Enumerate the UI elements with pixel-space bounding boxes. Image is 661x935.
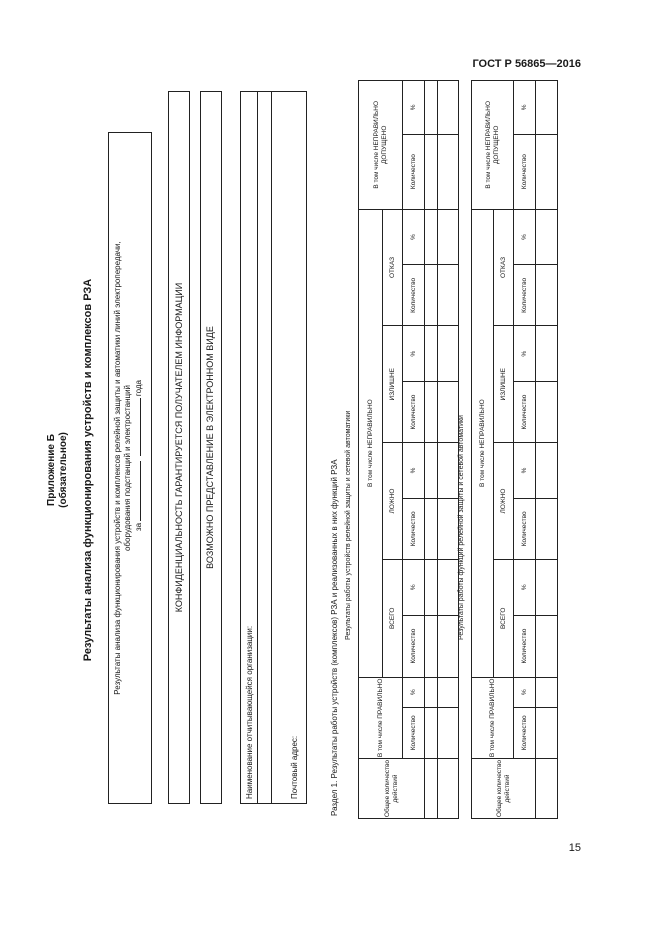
data-cell[interactable] (438, 615, 459, 677)
data-cell[interactable] (438, 134, 459, 209)
data-cell[interactable] (425, 677, 438, 707)
quantity-header: Количество (514, 382, 536, 443)
data-cell[interactable] (425, 615, 438, 677)
quantity-header: Количество (403, 498, 425, 559)
data-cell[interactable] (536, 134, 558, 209)
data-cell[interactable] (425, 265, 438, 326)
data-cell[interactable] (536, 707, 558, 758)
document-code: ГОСТ Р 56865—2016 (472, 58, 581, 70)
org-name-label: Наименование отчитывающейся организации: (245, 625, 254, 799)
data-cell[interactable] (438, 326, 459, 382)
appendix-heading: Результаты анализа функционирования устройств и комплексов РЗА (82, 278, 94, 662)
excess-header: ИЗЛИШНЕ (383, 326, 403, 443)
data-cell[interactable] (425, 134, 438, 209)
total-actions-header: Общее количество действий (472, 759, 536, 819)
period-field[interactable] (140, 461, 141, 521)
data-cell[interactable] (438, 209, 459, 265)
quantity-header: Количество (514, 707, 536, 758)
year-field[interactable] (140, 398, 141, 456)
failure-header: ОТКАЗ (494, 209, 514, 326)
percent-header: % (403, 209, 425, 265)
data-cell[interactable] (536, 759, 558, 819)
percent-header: % (514, 81, 536, 135)
confidential-text: КОНФИДЕНЦИАЛЬНОСТЬ ГАРАНТИРУЕТСЯ ПОЛУЧАТЕЛЕМ ИНФОРМАЦИИ (174, 282, 184, 613)
quantity-header: Количество (514, 265, 536, 326)
data-cell[interactable] (425, 81, 438, 135)
report-period-line1: Результаты анализа функционирования устройств и комплексов релейной защиты и автоматики линий электропередачи, (113, 241, 122, 695)
za-label: за (134, 522, 143, 531)
table1-caption: Результаты работы устройств релейной защиты и сетевой автоматики (345, 410, 352, 640)
data-cell[interactable] (425, 209, 438, 265)
data-cell[interactable] (438, 81, 459, 135)
appendix-title: Приложение Б (46, 434, 57, 506)
correct-group-header: В том числе ПРАВИЛЬНО (359, 677, 403, 758)
failure-header: ОТКАЗ (383, 209, 403, 326)
quantity-header: Количество (403, 265, 425, 326)
all-header: ВСЕГО (383, 559, 403, 677)
data-cell[interactable] (438, 759, 459, 819)
data-cell[interactable] (438, 498, 459, 559)
data-cell[interactable] (536, 265, 558, 326)
percent-header: % (514, 677, 536, 707)
confidential-banner (168, 91, 190, 804)
false-header: ЛОЖНО (494, 443, 514, 560)
org-address-label: Почтовый адрес: (290, 735, 299, 799)
data-cell[interactable] (425, 498, 438, 559)
incorrect-allowed-header: В том числе НЕПРАВИЛЬНО ДОПУЩЕНО (472, 81, 514, 210)
data-cell[interactable] (536, 498, 558, 559)
percent-header: % (403, 81, 425, 135)
incorrect-allowed-header: В том числе НЕПРАВИЛЬНО ДОПУЩЕНО (359, 81, 403, 210)
percent-header: % (403, 559, 425, 615)
data-cell[interactable] (438, 382, 459, 443)
excess-header: ИЗЛИШНЕ (494, 326, 514, 443)
data-cell[interactable] (536, 382, 558, 443)
quantity-header: Количество (403, 707, 425, 758)
section1-title: Раздел 1. Результаты работы устройств (комплексов) РЗА и реализованных в них функций РЗА (330, 459, 339, 816)
report-period-line2: оборудования подстанций и электростанций (123, 384, 132, 552)
incorrect-group-header: В том числе НЕПРАВИЛЬНО (472, 209, 494, 677)
percent-header: % (514, 209, 536, 265)
appendix-subtitle: (обязательное) (58, 432, 69, 508)
percent-header: % (514, 559, 536, 615)
electronic-text: ВОЗМОЖНО ПРЕДСТАВЛЕНИЕ В ЭЛЕКТРОННОМ ВИДЕ (205, 326, 215, 569)
false-header: ЛОЖНО (383, 443, 403, 560)
functions-results-table (471, 80, 558, 819)
report-period-box (108, 132, 152, 804)
all-header: ВСЕГО (494, 559, 514, 677)
percent-header: % (514, 443, 536, 499)
data-cell[interactable] (438, 559, 459, 615)
data-cell[interactable] (438, 443, 459, 499)
report-period-za (134, 380, 143, 531)
organization-box (240, 91, 307, 804)
percent-header: % (514, 326, 536, 382)
table2-caption: Результаты работы функций релейной защиты и сетевой автоматики (458, 415, 465, 640)
data-cell[interactable] (438, 707, 459, 758)
data-cell[interactable] (536, 677, 558, 707)
god-label: года (134, 380, 143, 397)
data-cell[interactable] (536, 81, 558, 135)
quantity-header: Количество (514, 498, 536, 559)
quantity-header: Количество (403, 134, 425, 209)
data-cell[interactable] (425, 707, 438, 758)
data-cell[interactable] (425, 443, 438, 499)
percent-header: % (403, 677, 425, 707)
percent-header: % (403, 326, 425, 382)
devices-results-table (358, 80, 459, 819)
total-actions-header: Общее количество действий (359, 759, 425, 819)
correct-group-header: В том числе ПРАВИЛЬНО (472, 677, 514, 758)
data-cell[interactable] (425, 382, 438, 443)
data-cell[interactable] (438, 677, 459, 707)
data-cell[interactable] (536, 326, 558, 382)
data-cell[interactable] (425, 559, 438, 615)
data-cell[interactable] (425, 326, 438, 382)
data-cell[interactable] (536, 615, 558, 677)
quantity-header: Количество (403, 615, 425, 677)
quantity-header: Количество (514, 134, 536, 209)
electronic-banner (200, 91, 222, 804)
percent-header: % (403, 443, 425, 499)
quantity-header: Количество (403, 382, 425, 443)
data-cell[interactable] (536, 559, 558, 615)
data-cell[interactable] (536, 209, 558, 265)
incorrect-group-header: В том числе НЕПРАВИЛЬНО (359, 209, 383, 677)
page-number: 15 (568, 842, 581, 854)
data-cell[interactable] (536, 443, 558, 499)
quantity-header: Количество (514, 615, 536, 677)
data-cell[interactable] (438, 265, 459, 326)
data-cell[interactable] (425, 759, 438, 819)
rotated-form (40, 60, 560, 880)
